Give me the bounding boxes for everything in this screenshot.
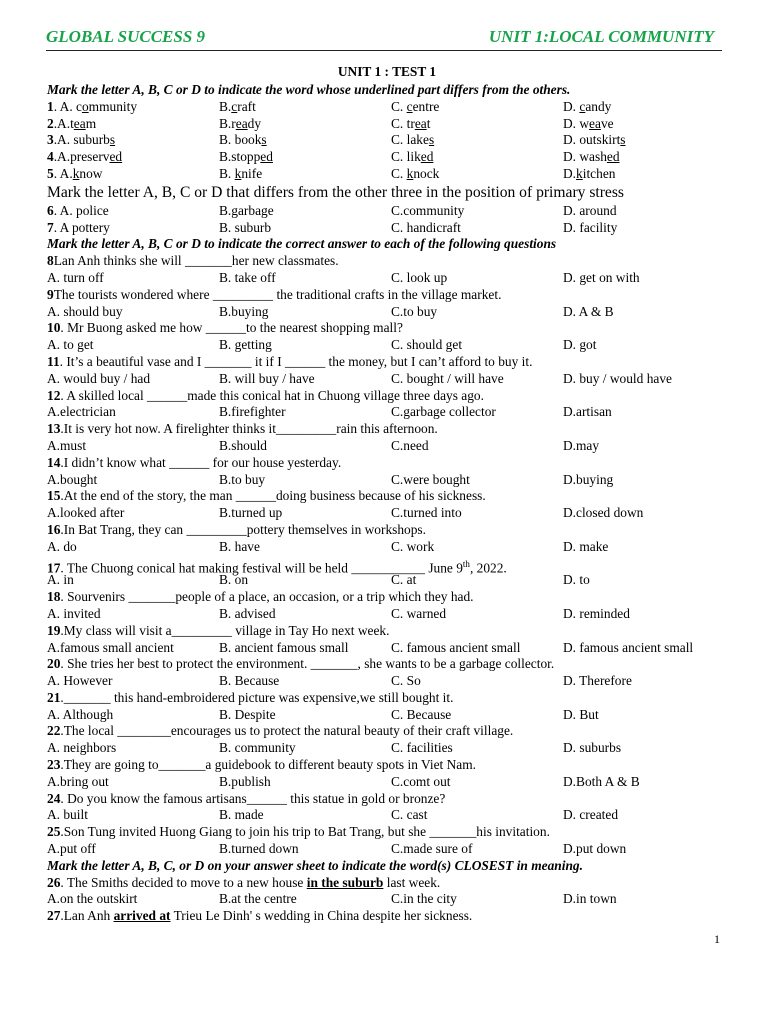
option-d: D. buy / would have [563,370,672,386]
option-d: D.Both A & B [563,773,640,789]
option-a: 4.A.preserved [47,149,123,165]
option-d: D.put down [563,841,627,857]
option-b: B.to buy [219,471,266,487]
options-row [47,807,727,824]
option-b: B.stopped [219,149,273,165]
question-row [47,99,727,116]
question-stem: 20. She tries her best to protect the environment. _______, she wants to be a garbage collector. [47,656,555,672]
question-stem: 14.I didn’t know what ______ for our house yesterday. [47,454,342,470]
option-c: C. centre [391,98,440,114]
option-a: 2.A.team [47,115,97,131]
option-a: 7. A pottery [47,219,110,235]
option-a: A.bought [47,471,98,487]
option-d: D. A & B [563,303,614,319]
option-d: D. created [563,807,619,823]
question-stem: 12. A skilled local ______made this conical hat in Chuong village three days ago. [47,387,484,403]
option-d: D. make [563,538,609,554]
option-c: C. Because [391,706,452,722]
option-b: B.craft [219,98,256,114]
option-c: C. cast [391,807,428,823]
option-c: C. warned [391,605,447,621]
option-d: D.closed down [563,505,644,521]
option-a: A.famous small ancient [47,639,174,655]
option-a: 1. A. community [47,98,138,114]
question-stem: 24. Do you know the famous artisans______ this statue in gold or bronze? [47,790,446,806]
option-d: D. got [563,337,597,353]
option-b: B. will buy / have [219,370,315,386]
option-a: A.put off [47,841,96,857]
options-row [47,891,727,908]
option-b: B. on [219,572,249,588]
option-c: C.need [391,437,429,453]
section-instruction: Mark the letter A, B, C or D to indicate the word whose underlined part differs from the others. [47,82,571,97]
option-d: D. get on with [563,269,640,285]
option-b: B.turned down [219,841,299,857]
option-a: A.looked after [47,505,125,521]
option-c: C. knock [391,165,440,181]
page-header [46,27,722,49]
option-c: C. should get [391,337,463,353]
option-d: D. weave [563,115,614,131]
options-row [47,740,727,757]
option-c: C.garbage collector [391,404,496,420]
question-stem: 17. The Chuong conical hat making festival will be held ___________ June 9th, 2022. [47,558,507,575]
question-stem: 10. Mr Buong asked me how ______to the nearest shopping mall? [47,320,403,336]
option-a: A.bring out [47,773,109,789]
option-c: C.to buy [391,303,438,319]
option-a: A. would buy / had [47,370,151,386]
options-row [47,472,727,489]
option-c: C. treat [391,115,431,131]
option-d: D. reminded [563,605,630,621]
option-c: C. look up [391,269,448,285]
option-c: C.made sure of [391,841,473,857]
options-row [47,707,727,724]
option-a: A. in [47,572,74,588]
question-stem: 9The tourists wondered where _________ the traditional crafts in the village market. [47,286,502,302]
option-a: A. do [47,538,77,554]
header-book-title: GLOBAL SUCCESS 9 [46,27,206,46]
option-a: A.electrician [47,404,116,420]
option-d: D. candy [563,98,612,114]
option-a: 5. A.know [47,165,103,181]
option-b: B.turned up [219,505,283,521]
option-d: D.buying [563,471,614,487]
option-d: D.artisan [563,404,612,420]
options-row [47,606,727,623]
option-c: C. bought / will have [391,370,504,386]
section-instruction: Mark the letter A, B, C, or D on your answer sheet to indicate the word(s) CLOSEST in meaning. [47,857,583,873]
option-a: A.on the outskirt [47,891,138,907]
options-row [47,572,727,589]
option-a: A.must [47,437,87,453]
option-c: C. famous ancient small [391,639,521,655]
question-stem: 18. Sourvenirs _______people of a place, an occasion, or a trip which they had. [47,589,474,605]
header-unit-title: UNIT 1:LOCAL COMMUNITY [488,27,714,46]
option-a: A. neighbors [47,740,117,756]
option-c: C. work [391,538,435,554]
options-row [47,640,727,657]
option-d: D. around [563,202,617,218]
options-row [47,404,727,421]
test-content [47,61,727,925]
section-instruction: Mark the letter A, B, C or D to indicate the correct answer to each of the following questions [47,236,557,252]
question-stem: 13.It is very hot now. A firelighter thinks it_________rain this afternoon. [47,421,438,437]
options-row [47,438,727,455]
option-d: D.in town [563,891,617,907]
question-stem: 27.Lan Anh arrived at Trieu Le Dinh' s wedding in China despite her sickness. [47,908,473,924]
header-divider [46,50,722,51]
option-d: D. facility [563,219,618,235]
option-c: C. lakes [391,132,435,148]
option-b: B. community [219,740,296,756]
option-a: A. However [47,673,113,689]
option-b: B. suburb [219,219,272,235]
option-c: C. at [391,572,417,588]
option-b: B.at the centre [219,891,297,907]
option-b: B. knife [219,165,263,181]
page-number: 1 [714,932,720,946]
option-c: C. So [391,673,421,689]
option-b: B. Despite [219,706,276,722]
option-d: D.may [563,437,600,453]
options-row [47,539,727,556]
question-stem: 23.They are going to_______a guidebook to different beauty spots in Viet Nam. [47,757,476,773]
question-stem: 22.The local ________encourages us to protect the natural beauty of their craft village. [47,723,514,739]
question-stem: 11. It’s a beautiful vase and I _______ it if I ______ the money, but I can’t afford to buy it. [47,353,533,369]
option-a: A. turn off [47,269,104,285]
option-b: B.publish [219,773,271,789]
question-stem: 8Lan Anh thinks she will _______her new classmates. [47,253,339,269]
question-row [47,116,727,133]
option-c: C. liked [391,149,434,165]
options-row [47,371,727,388]
option-a: A. invited [47,605,101,621]
option-c: C. facilities [391,740,453,756]
option-a: 3.A. suburbs [47,132,116,148]
question-row [47,132,727,149]
question-row [47,149,727,166]
question-stem: 26. The Smiths decided to move to a new house in the suburb last week. [47,874,441,890]
option-c: C.were bought [391,471,470,487]
options-row [47,270,727,287]
option-d: D. famous ancient small [563,639,694,655]
option-a: A. built [47,807,88,823]
question-stem: 25.Son Tung invited Huong Giang to join his trip to Bat Trang, but she _______his invitation. [47,824,550,840]
option-b: B.garbage [219,202,274,218]
options-row [47,304,727,321]
option-b: B. advised [219,605,276,621]
option-b: B. have [219,538,260,554]
option-d: D.kitchen [563,165,616,181]
option-d: D. suburbs [563,740,622,756]
option-b: B.ready [219,115,262,131]
option-b: B. ancient famous small [219,639,349,655]
section-instruction: Mark the letter A, B, C or D that differs from the other three in the position of primary stress [47,183,624,201]
option-d: D. outskirts [563,132,626,148]
option-a: A. to get [47,337,94,353]
option-d: D. But [563,706,599,722]
option-b: B. getting [219,337,272,353]
question-row [47,203,727,220]
option-c: C.community [391,202,465,218]
options-row [47,505,727,522]
emphasized-phrase: in the suburb [306,874,384,890]
question-stem: 19.My class will visit a_________ village in Tay Ho next week. [47,622,390,638]
question-row [47,166,727,183]
option-b: B. made [219,807,264,823]
emphasized-phrase: arrived at [113,908,171,924]
options-row [47,337,727,354]
option-b: B.firefighter [219,404,286,420]
test-title: UNIT 1 : TEST 1 [337,64,437,79]
option-a: A. Although [47,706,114,722]
question-stem: 16.In Bat Trang, they can _________pottery themselves in workshops. [47,521,426,537]
options-row [47,673,727,690]
option-b: B. books [219,132,267,148]
option-c: C. handicraft [391,219,461,235]
option-c: C.turned into [391,505,462,521]
question-stem: 21._______ this hand-embroidered picture was expensive,we still bought it. [47,689,454,705]
option-b: B. Because [219,673,280,689]
question-row [47,220,727,237]
option-b: B. take off [219,269,276,285]
question-stem: 15.At the end of the story, the man ______doing business because of his sickness. [47,488,486,504]
option-b: B.buying [219,303,269,319]
option-d: D. Therefore [563,673,632,689]
options-row [47,841,727,858]
option-a: A. should buy [47,303,123,319]
option-c: C.in the city [391,891,457,907]
option-c: C.comt out [391,773,451,789]
option-a: 6. A. police [47,202,109,218]
option-d: D. washed [563,149,620,165]
option-b: B.should [219,437,267,453]
options-row [47,774,727,791]
option-d: D. to [563,572,590,588]
